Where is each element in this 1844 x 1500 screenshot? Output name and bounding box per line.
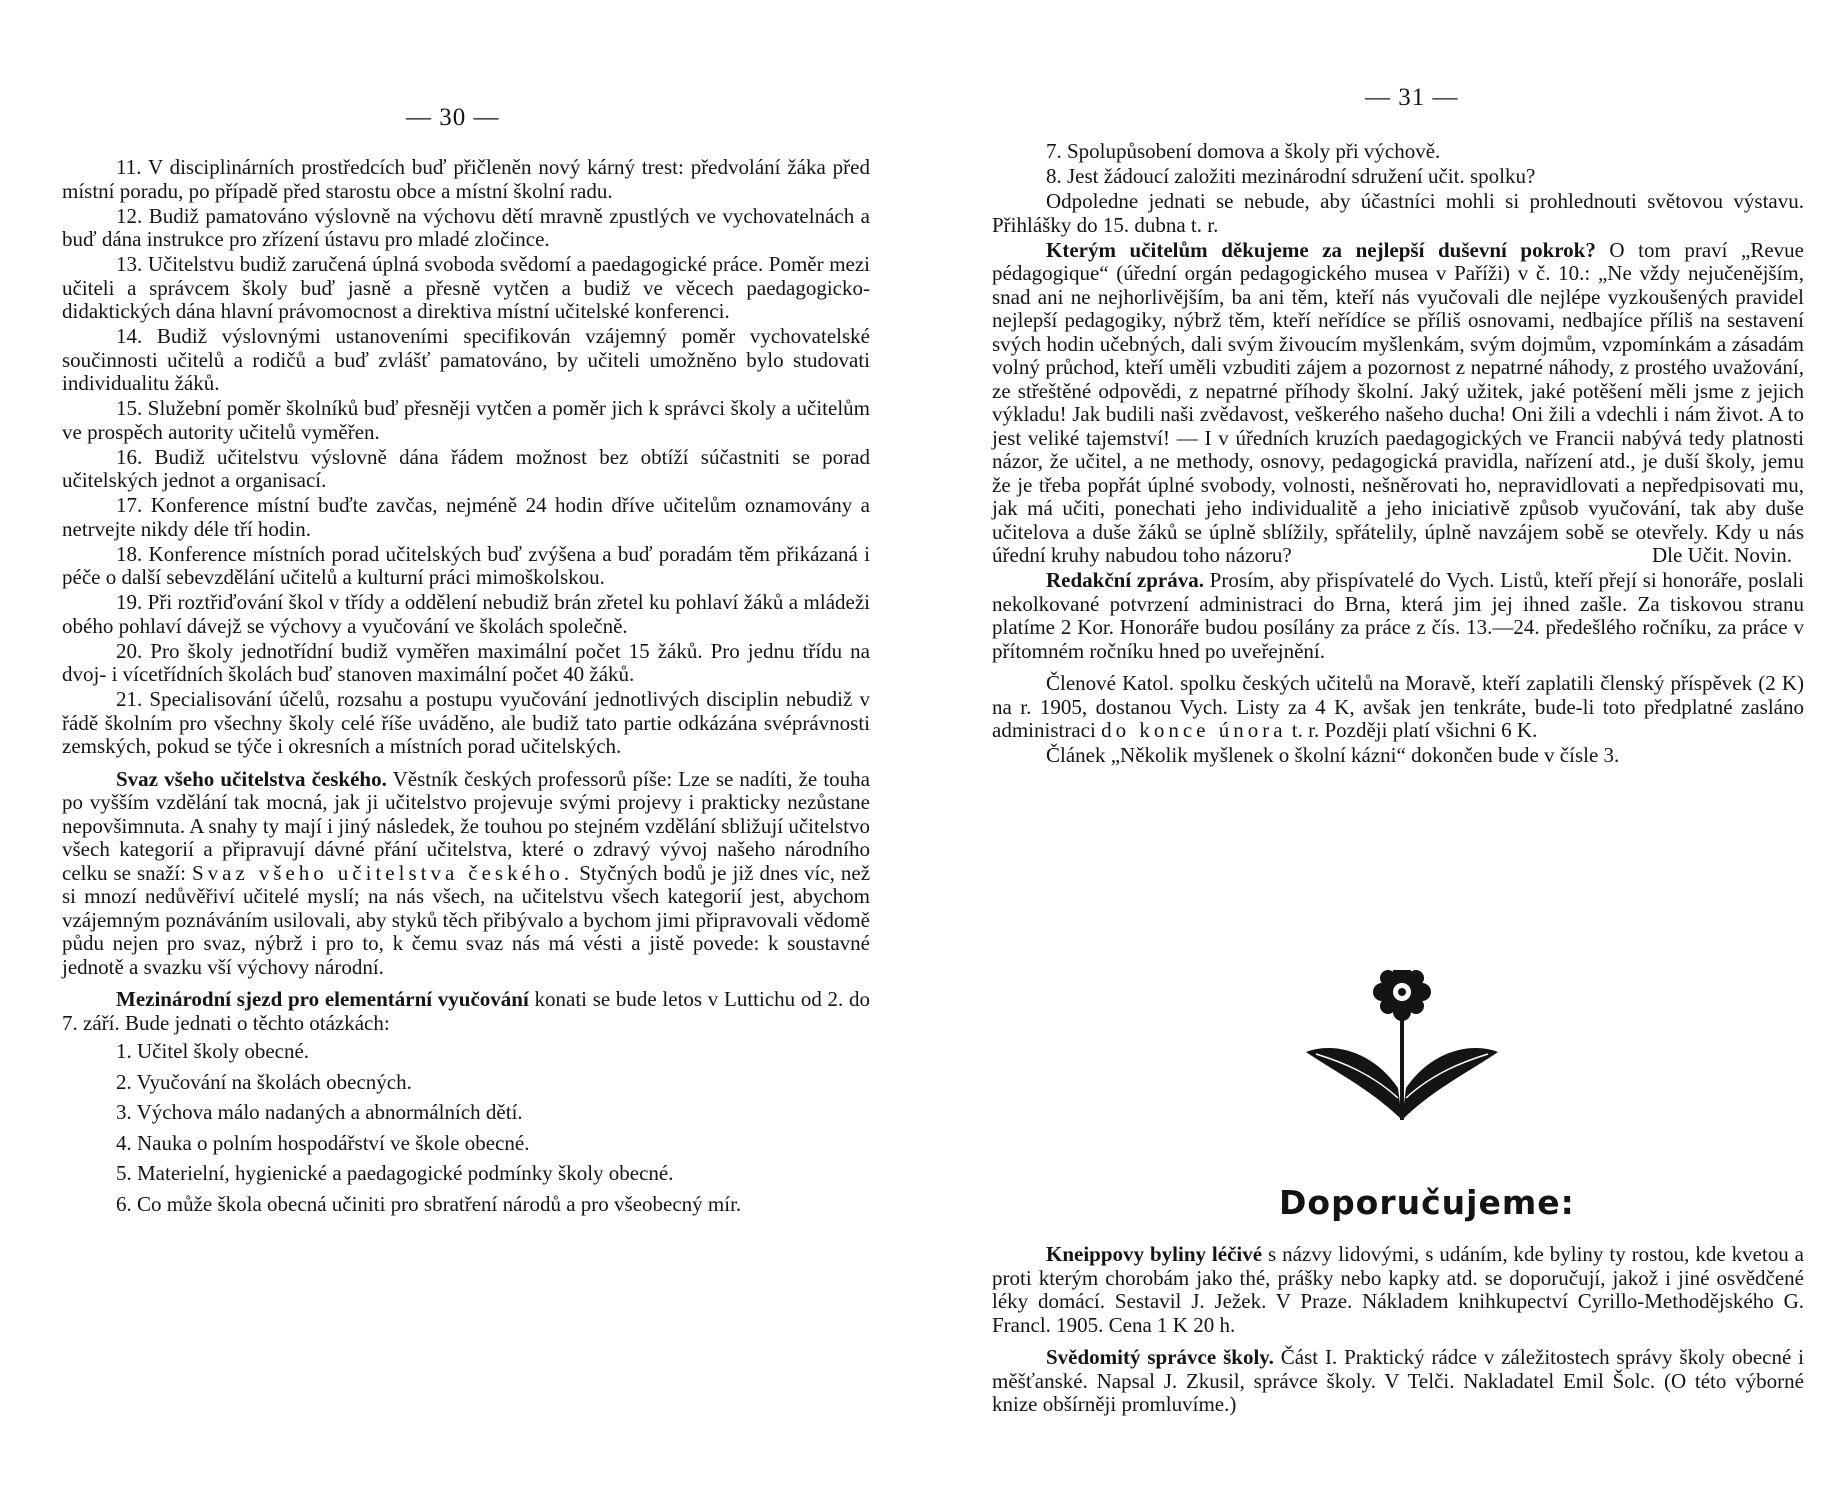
book-title: Kneippovy byliny léčivé: [1046, 1242, 1263, 1266]
members-text-after: t. r. Později platí všichni 6 K.: [1291, 718, 1538, 742]
page-number: — 31 —: [1365, 84, 1459, 111]
sjezd-article: [62, 988, 870, 1035]
numbered-paragraph: 20. Pro školy jednotřídní budiž vyměřen maximální počet 15 žáků. Pro jednu třídu na dvoj- i vícetřídních školách buď stanoven maximální počet 40 žáků.: [62, 638, 870, 686]
numbered-paragraph: 21. Specialisování účelů, rozsahu a postupu vyučování jednotlivých disciplin nebudiž v řádě školním pro všechny školy celé říše uváděno, ale budiž tato partie odkázána svéprávnosti zemských, pokud se týče i okresních a místních porad učitelských.: [62, 687, 870, 758]
editorial-note: [992, 569, 1804, 663]
sjezd-text: konati se bude letos v Luttichu od 2. do 7. září. Bude jednati o těchto otázkách:: [62, 987, 870, 1035]
book-entry: [992, 1346, 1804, 1417]
book-entry: [992, 1243, 1804, 1337]
numbered-paragraph: 14. Budiž výslovnými ustanoveními specifikován vzájemný poměr vychovatelské součinnosti učitelů a rodičů a buď zvlášť pamatováno, by učiteli umožněno bylo studovati individualitu žáků.: [62, 324, 870, 395]
article-note: Článek „Několik myšlenek o školní kázni“ dokončen bude v čísle 3.: [1046, 743, 1620, 767]
list-item: 3. Výchova málo nadaných a abnormálních dětí.: [116, 1100, 523, 1124]
numbered-paragraph: 13. Učitelstvu budiž zaručená úplná svoboda svědomí a paedagogické práce. Poměr mezi učiteli a správcem školy buď jasně a přesně vytčen a budiž ve věcech paedagogicko-didaktických dána hlavní právomocnost a direktiva místní učitelské konferenci.: [62, 252, 870, 323]
list-item: 6. Co může škola obecná učiniti pro sbratření národů a pro všeobecný mír.: [116, 1191, 742, 1216]
members-text-before: Členové Katol. spolku českých učitelů na Moravě, kteří zaplatili členský příspěvek (2 K) na r. 1905, dostanou Vych. Listy za 4 K, avšak jen tenkráte, bude-li toto předplatné zasláno administraci: [992, 671, 1804, 742]
numbered-paragraph: 11. V disciplinárních prostředcích buď přičleněn nový kárný trest: předvolání žáka před místní poradu, po případě před starostu obce a místní školní radu.: [62, 155, 870, 203]
list-item: 8. Jest žádoucí založiti mezinárodní sdružení učit. spolku?: [1046, 164, 1536, 188]
left-column: [62, 156, 870, 1223]
book-description: s názvy lidovými, s udáním, kde byliny ty rostou, kde kvetou a proti kterým chorobám jako thé, prášky nebo kapky atd. se doporučují, jakož i jiné osvědčené léky domácí. Sestavil J. Ježek. V Praze. Nákladem knihkupectví Cyrillo-Methodějského G. Francl. 1905. Cena 1 K 20 h.: [992, 1242, 1804, 1337]
thanks-text: O tom praví „Revue pédagogique“ (úřední orgán pedagogického musea v Paříži) v č. 10.: „Ne vždy nejučenějším, snad ani ne nejhorlivějším, ba ani těm, kteří nás vyučovali dle nejlépe vyzkoušených pravidel nejlepší pedagogiky, nýbrž těm, kteří neřídíce se příliš osnovami, nedbajíce příliš na sestavení svých hodin učebných, dali svým živoucím myšlenkám, svým dojmům, vzpomínkám a zásadám volný průchod, kteří uměli vzbuditi zájem a pozornost z nepatrné náhody, z prostého uvažování, ze střeštěné odpovědi, z nepatrné příhody školní. Jaký užitek, jaké potěšení měli jsme z jejich výkladu! Jak budili naši zvědavost, veškerého našeho ducha! Oni žili a vdechli i nám život. A to jest veliké tajemství! — I v úředních kruzích paedagogických ve Francii nabývá tedy platnosti názor, že učitel, a ne methody, osnovy, pedagogická pravidla, nařízení atd., je duší školy, jemu že je třeba popřát úplné svobody, volnosti, nešněrovati ho, nepravidlovati a nepředpisovati mu, jak má učiti, ponechati jeho individualitě a jeho iniciativě způsob vyučování, tak aby duše učitelova a duše žáků se úplně sblížily, spřátelily, úplně navzájem sobě se otevřely. Kdy u nás úřední kruhy nabudou toho názoru?: [992, 237, 1805, 567]
members-spaced: do konce února: [1101, 718, 1287, 742]
list-item: 1. Učitel školy obecné.: [116, 1039, 310, 1063]
numbered-paragraph: 17. Konference místní buďte zavčas, nejméně 24 hodin dříve učitelům oznamovány a netrvejte nikdy déle tří hodin.: [62, 493, 870, 541]
numbered-paragraph: 12. Budiž pamatováno výslovně na výchovu dětí mravně zpustlých ve vychovatelnách a buď dána instrukce pro zřízení ústavu pro mladé zločince.: [62, 203, 870, 251]
page-number: — 30 —: [406, 104, 500, 131]
sjezd-question-list: [62, 1040, 870, 1216]
svaz-text-before: Věstník českých professorů píše: Lze se nadíti, že touha po vyšším vzdělání tak mocná, jak ji učitelstvo projevuje svými projevy i prakticky nezůstane nepovšimnuta. A snahy ty mají i jiný následek, že touhou po stejném vzdělání sbližují učitelstvo všech kategorií a připravují dávné přání učitelstva, které o zdravý vývoj našeho národního celku se snaží:: [62, 766, 871, 885]
flower-ornament-icon: [1302, 970, 1502, 1130]
thanks-source: Dle Učit. Novin.: [1652, 543, 1792, 567]
list-item: 7. Spolupůsobení domova a školy při výchově.: [1046, 139, 1441, 163]
numbered-paragraph: 15. Služební poměr školníků buď přesněji vytčen a poměr jich k správci školy a učitelům ve prospěch autority učitelů vyměřen.: [62, 396, 870, 444]
svaz-article: [62, 768, 870, 980]
thanks-article: [992, 239, 1804, 568]
svaz-spaced-name: Svaz všeho učitelstva českého.: [191, 860, 574, 885]
right-column: [992, 140, 1804, 769]
list-item: 4. Nauka o polním hospodářství ve škole obecné.: [116, 1130, 530, 1155]
svaz-text-after: Styčných bodů je již dnes víc, než si mnozí nedůvěřiví učitelé myslí; na nás všech, na učitelstvu všech kategorií jest, abychom vzájemným poznáváním usilovali, aby styků těch přibývalo a bychom jimi připravovali vědomě půdu nejen pro svaz, nýbrž i pro to, k čemu svaz nás má vésti a jistě povede: k soustavné jednotě a svazku vší výchovy národní.: [62, 860, 871, 979]
editorial-text: Prosím, aby přispívatelé do Vych. Listů, kteří přejí si honoráře, poslali nekolkované potvrzení administraci do Brna, která jim jej ihned zašle. Za tiskovou stranu platíme 2 Kor. Honoráře budou posílány za práce z čís. 13.—24. předešlého ročníku, za práce v přítomném ročníku hned po uveřejnění.: [992, 568, 1804, 663]
book-title: Svědomitý správce školy.: [1046, 1345, 1274, 1369]
svaz-heading: Svaz všeho učitelstva českého.: [116, 766, 387, 791]
book-description: Část I. Praktický rádce v záležitostech správy školy obecné i měšťanské. Napsal J. Zkusil, správce školy. V Telči. Nakladatel Emil Šolc. (O této výborné knize obšírněji promluvíme.): [992, 1345, 1804, 1416]
list-item: 5. Materielní, hygienické a paedagogické podmínky školy obecné.: [116, 1161, 674, 1185]
recommend-title: Doporučujeme:: [1279, 1183, 1575, 1222]
sjezd-heading: Mezinárodní sjezd pro elementární vyučování: [116, 987, 529, 1011]
afternoon-note: Odpoledne jednati se nebude, aby účastníci mohli si prohlednouti světovou výstavu. Přihlášky do 15. dubna t. r.: [992, 189, 1804, 237]
members-note: [992, 672, 1804, 743]
thanks-heading: Kterým učitelům děkujeme za nejlepší duševní pokrok?: [1046, 237, 1596, 262]
numbered-paragraph: 18. Konference místních porad učitelských buď zvýšena a buď poradám těm přikázaná i péče o další sebevzdělání učitelů a kulturní práci mimoškolskou.: [62, 541, 870, 589]
list-item: 2. Vyučování na školách obecných.: [116, 1069, 412, 1094]
numbered-paragraph: 16. Budiž učitelstvu výslovně dána řádem možnost bez obtíží súčastniti se porad učitelských jednot a organisací.: [62, 444, 870, 492]
numbered-paragraph: 19. Při roztřiďování škol v třídy a oddělení nebudiž brán zřetel ku pohlaví žáků a mládeži obého pohlaví dávejž se výchovy a vyučování ve školách společně.: [62, 590, 870, 638]
editorial-heading: Redakční zpráva.: [1046, 568, 1204, 592]
right-page: [922, 0, 1844, 1500]
recommended-books: [992, 1243, 1804, 1418]
